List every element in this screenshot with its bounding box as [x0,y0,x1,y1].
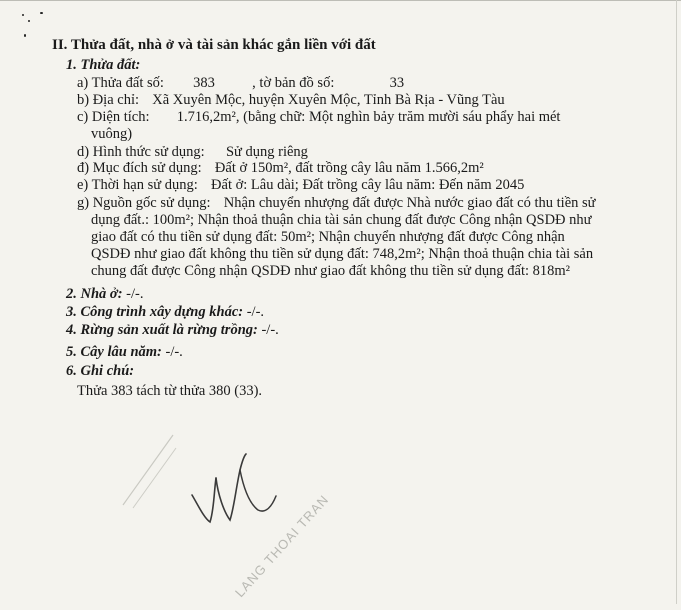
forest-heading: 4. Rừng sản xuất là rừng trồng: [66,322,258,338]
construction-heading: 3. Công trình xây dựng khác: [66,304,244,320]
parcel-label: a) Thửa đất số: [77,75,164,91]
purpose-label: đ) Mục đích sử dụng: [77,160,202,176]
scan-speck [24,34,26,37]
term-value: Đất ở: Lâu dài; Đất trồng cây lâu năm: Đến năm 2045 [211,177,525,193]
notes-heading: 6. Ghi chú: [66,363,135,379]
house-value: -/-. [126,286,144,302]
signature [180,440,290,530]
house-row [66,285,143,303]
map-sheet-label: , tờ bản đồ số: [252,75,335,91]
origin-value-cont: giao đất có thu tiền sử dụng đất: 50m²; Nhận chuyển nhượng đất được Công nhận [91,229,565,245]
scan-speck [22,14,24,16]
house-heading: 2. Nhà ở: [66,286,123,302]
origin-value-cont: dụng đất.: 100m²; Nhận thoả thuận chia tài sản chung đất được Công nhận QSDĐ như [91,212,592,228]
origin-value: Nhận chuyển nhượng đất được Nhà nước giao đất có thu tiền sử [223,195,596,211]
address-row [77,91,505,109]
parcel-number: 383 [193,75,215,91]
area-value: 1.716,2m², (bằng chữ: Một nghìn bảy trăm mười sáu phẩy hai mét [176,109,561,125]
scan-right-edge [676,0,677,604]
area-row [77,108,560,126]
origin-value-cont: chung đất được Công nhận QSDĐ như giao đất không thu tiền sử dụng đất: 818m² [91,263,571,279]
address-label: b) Địa chỉ: [77,92,140,108]
origin-label: g) Nguồn gốc sử dụng: [77,195,211,211]
purpose-row [77,159,484,177]
address-value: Xã Xuyên Mộc, huyện Xuyên Mộc, Tỉnh Bà Rịa - Vũng Tàu [152,92,505,108]
purpose-value: Đất ở 150m², đất trồng cây lâu năm 1.566,2m² [214,160,484,176]
construction-row [66,303,264,321]
term-label: e) Thời hạn sử dụng: [77,177,198,193]
origin-value-cont: QSDĐ như giao đất không thu tiền sử dụng đất: 748,2m²; Nhận thoả thuận chia tài sản [91,246,594,262]
term-row [77,176,524,194]
trees-heading: 5. Cây lâu năm: [66,344,162,360]
use-form-label: d) Hình thức sử dụng: [77,144,205,160]
scan-speck [40,12,43,14]
forest-row [66,321,279,339]
use-form-value: Sử dụng riêng [225,144,308,160]
official-stamp: LANG THOAI TRAN [232,491,332,601]
land-heading: 1. Thửa đất: [66,57,141,73]
seal-fragment [118,430,178,510]
construction-value: -/-. [246,304,265,320]
area-label: c) Diện tích: [77,109,150,125]
map-sheet-number: 33 [389,75,405,91]
scan-top-edge [0,0,681,1]
area-value-cont: vuông) [91,126,133,142]
trees-row [66,343,183,361]
trees-value: -/-. [165,344,183,360]
forest-value: -/-. [261,322,279,338]
section-title: II. Thửa đất, nhà ở và tài sản khác gắn liền với đất [52,37,376,53]
notes-value: Thửa 383 tách từ thửa 380 (33). [77,383,263,399]
parcel-row [77,74,404,92]
scan-speck [28,20,30,22]
origin-row [77,194,596,212]
